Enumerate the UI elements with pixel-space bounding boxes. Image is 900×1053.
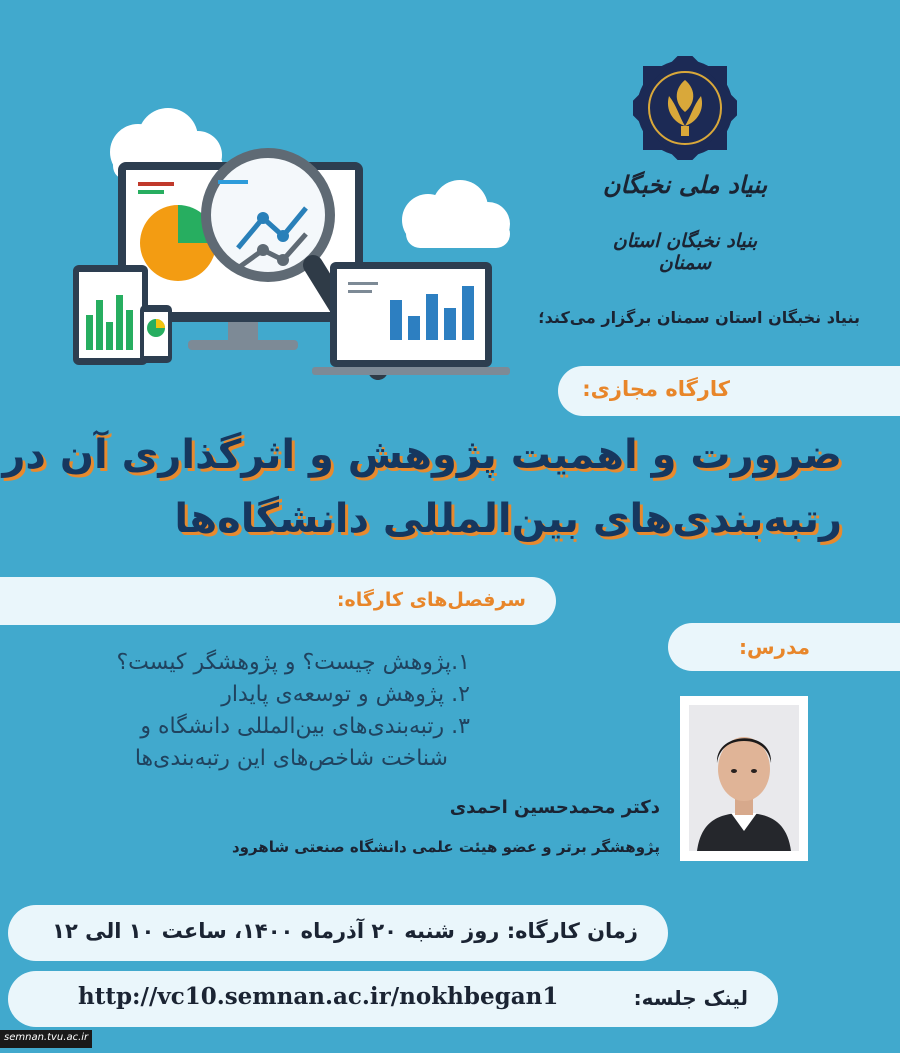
outline-item: ۲. پژوهش و توسعه‌ی پایدار bbox=[221, 682, 470, 707]
outline-item: شناخت شاخص‌های این رتبه‌بندی‌ها bbox=[134, 746, 448, 771]
instructor-photo bbox=[689, 705, 799, 851]
watermark-box bbox=[0, 1030, 92, 1048]
workshop-type-label: کارگاه مجازی: bbox=[582, 377, 730, 401]
outline-item: ۳. رتبه‌بندی‌های بین‌المللی دانشگاه و bbox=[140, 714, 470, 739]
workshop-type-pill bbox=[558, 366, 900, 416]
instructor-photo-frame bbox=[680, 696, 808, 861]
outline-heading: سرفصل‌های کارگاه: bbox=[336, 589, 526, 611]
session-link[interactable]: http://vc10.semnan.ac.ir/nokhbegan1 bbox=[78, 983, 559, 1010]
workshop-title-line1: ضرورت و اهمیت پژوهش و اثرگذاری آن در bbox=[2, 432, 842, 478]
analytics-illustration bbox=[68, 100, 528, 400]
instructor-affiliation: پژوهشگر برتر و عضو هیئت علمی دانشگاه صنعتی شاهرود bbox=[231, 838, 660, 856]
foundation-name-provincial: بنیاد نخبگان استان سمنان bbox=[612, 230, 758, 274]
host-line: بنیاد نخبگان استان سمنان برگزار می‌کند؛ bbox=[538, 308, 860, 327]
laptop-device bbox=[312, 262, 510, 375]
watermark: semnan.tvu.ac.ir bbox=[4, 1032, 89, 1043]
schedule-text: زمان کارگاه: روز شنبه ۲۰ آذرماه ۱۴۰۰، ساعت ۱۰ الی ۱۲ bbox=[52, 919, 638, 943]
schedule-pill bbox=[8, 905, 668, 961]
phone-device bbox=[140, 305, 172, 363]
outline-item: ۱.پژوهش چیست؟ و پژوهشگر کیست؟ bbox=[116, 650, 470, 675]
cloud-icon bbox=[402, 180, 510, 248]
link-label: لینک جلسه: bbox=[633, 986, 748, 1010]
instructor-name: دکتر محمدحسین احمدی bbox=[449, 797, 660, 818]
instructor-label-pill bbox=[668, 623, 900, 671]
link-pill bbox=[8, 971, 778, 1027]
outline-heading-pill bbox=[0, 577, 556, 625]
foundation-name-national: بنیاد ملی نخبگان bbox=[602, 170, 768, 199]
instructor-label: مدرس: bbox=[738, 635, 810, 659]
workshop-title-line2: رتبه‌بندی‌های بین‌المللی دانشگاه‌ها bbox=[174, 496, 842, 542]
tablet-device bbox=[73, 265, 148, 365]
foundation-logo-icon bbox=[633, 56, 737, 160]
